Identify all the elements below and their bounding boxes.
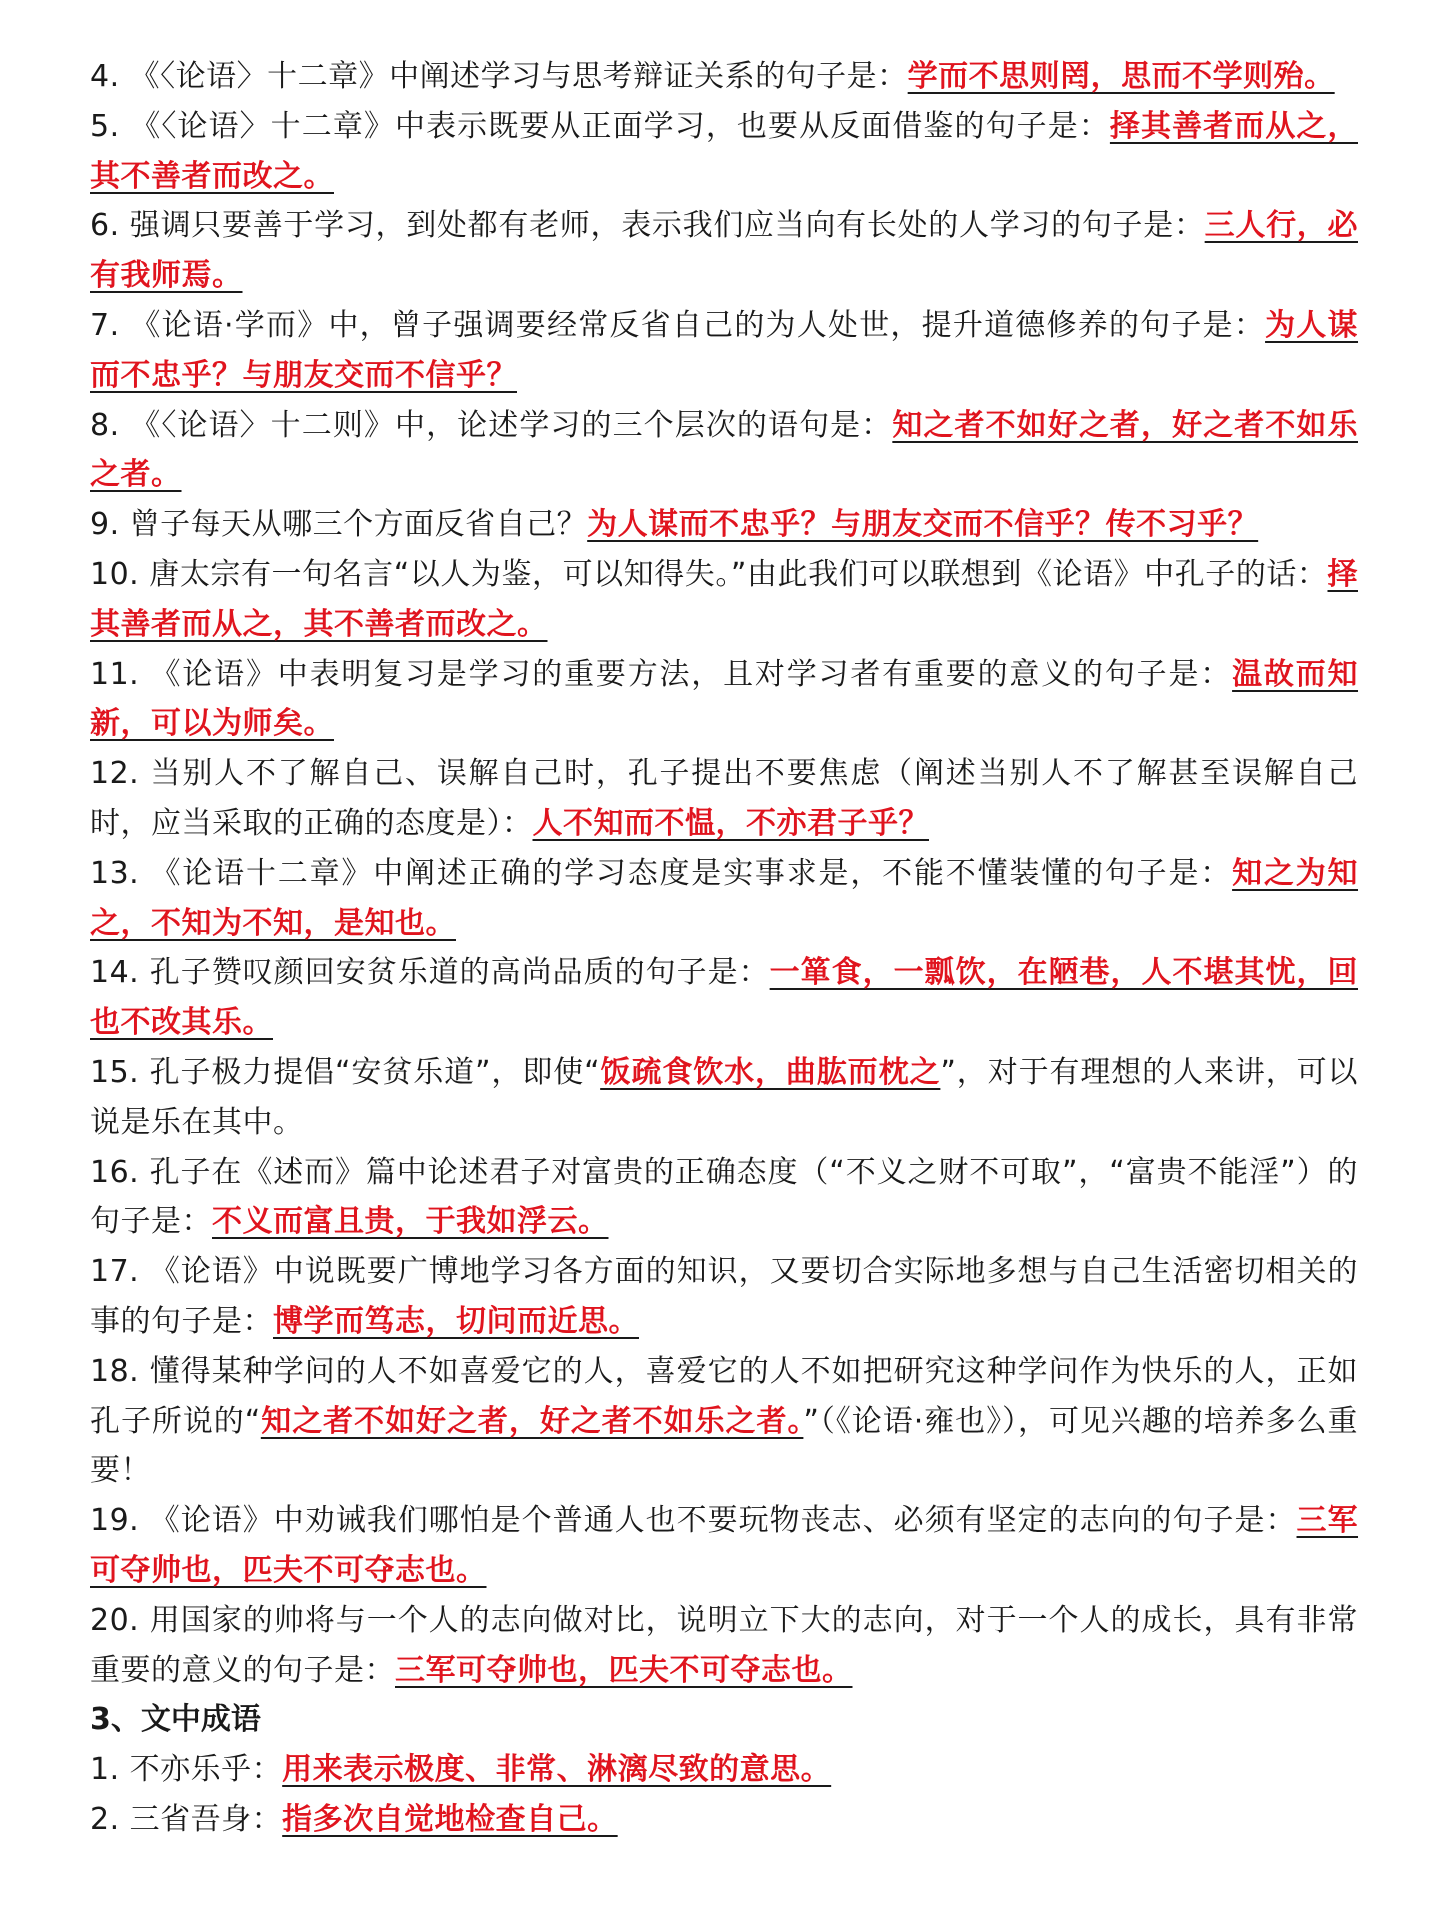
question-text: 4. 《〈论语〉十二章》中阐述学习与思考辩证关系的句子是： [90, 59, 908, 94]
question-item-14 [90, 948, 1358, 1048]
question-item-11 [90, 650, 1358, 750]
question-text: 17. 《论语》中说既要广博地学习各方面的知识，又要切合实际地多想与自己生活密切相关的事的句子是： [90, 1254, 1358, 1339]
question-text: 19. 《论语》中劝诫我们哪怕是个普通人也不要玩物丧志、必须有坚定的志向的句子是： [90, 1503, 1297, 1539]
question-text: 5. 《〈论语〉十二章》中表示既要从正面学习，也要从反面借鉴的句子是： [90, 108, 1110, 144]
question-item-10 [90, 550, 1358, 650]
idiom-term: 2. 三省吾身： [90, 1801, 283, 1837]
answer-text: 为人谋而不忠乎？与朋友交而不信乎？ [90, 307, 1359, 393]
question-item-7 [90, 301, 1358, 401]
question-item-4 [90, 52, 1358, 102]
document-page [90, 52, 1358, 1845]
question-text: 6. 强调只要善于学习，到处都有老师，表示我们应当向有长处的人学习的句子是： [90, 208, 1205, 244]
idiom-meaning: 指多次自觉地检查自己。 [282, 1801, 618, 1837]
question-item-12 [90, 749, 1358, 849]
answer-text: 人不知而不愠，不亦君子乎？ [532, 805, 929, 841]
question-item-6 [90, 201, 1358, 301]
question-item-16 [90, 1148, 1358, 1248]
question-text: 10. 唐太宗有一句名言“以人为鉴，可以知得失。”由此我们可以联想到《论语》中孔子的话： [90, 556, 1328, 592]
answer-text: 三军可夺帅也，匹夫不可夺志也。 [90, 1503, 1359, 1588]
question-text: 18. 懂得某种学问的人不如喜爱它的人，喜爱它的人不如把研究这种学问作为快乐的人，正如孔子所说的“ [90, 1353, 1358, 1439]
answer-text: 知之者不如好之者，好之者不如乐之者。 [90, 407, 1358, 493]
answer-text: 为人谋而不忠乎？与朋友交而不信乎？传不习乎？ [587, 507, 1259, 543]
question-item-18 [90, 1347, 1358, 1496]
question-text: 8. 《〈论语〉十二则》中，论述学习的三个层次的语句是： [90, 407, 893, 443]
question-item-17 [90, 1247, 1358, 1347]
answer-text: 择其善者而从之，其不善者而改之。 [90, 108, 1358, 194]
question-text: 16. 孔子在《述而》篇中论述君子对富贵的正确态度（“不义之财不可取”，“富贵不能淫”）的句子是： [90, 1154, 1358, 1240]
answer-text: 博学而笃志，切问而近思。 [273, 1303, 639, 1339]
answer-text: 一箪食，一瓢饮，在陋巷，人不堪其忧，回也不改其乐。 [90, 955, 1359, 1041]
answer-text: 知之为知之，不知为不知，是知也。 [90, 855, 1359, 941]
question-suffix: ”（《论语·雍也》），可见兴趣的培养多么重要！ [90, 1403, 1359, 1489]
question-item-20 [90, 1596, 1358, 1696]
question-text: 11. 《论语》中表明复习是学习的重要方法，且对学习者有重要的意义的句子是： [90, 656, 1233, 692]
question-item-15 [90, 1048, 1358, 1148]
idiom-meaning: 用来表示极度、非常、淋漓尽致的意思。 [282, 1752, 832, 1788]
question-suffix: ”，对于有理想的人来讲，可以说是乐在其中。 [90, 1054, 1359, 1140]
question-text: 9. 曾子每天从哪三个方面反省自己？ [90, 507, 588, 543]
answer-text: 学而不思则罔，思而不学则殆。 [907, 59, 1335, 94]
answer-text: 不义而富且贵，于我如浮云。 [212, 1204, 609, 1240]
answer-text: 择其善者而从之，其不善者而改之。 [90, 556, 1358, 642]
question-item-19 [90, 1496, 1358, 1596]
question-item-13 [90, 849, 1358, 949]
question-text: 20. 用国家的帅将与一个人的志向做对比，说明立下大的志向，对于一个人的成长，具有非常重要的意义的句子是： [90, 1602, 1358, 1688]
idiom-item-1 [90, 1745, 1358, 1795]
question-item-9 [90, 500, 1358, 550]
question-text: 14. 孔子赞叹颜回安贫乐道的高尚品质的句子是： [90, 955, 770, 991]
question-text: 15. 孔子极力提倡“安贫乐道”，即使“ [90, 1054, 601, 1090]
idiom-item-2 [90, 1795, 1358, 1845]
answer-text: 三军可夺帅也，匹夫不可夺志也。 [395, 1652, 853, 1688]
answer-text: 知之者不如好之者，好之者不如乐之者。 [260, 1403, 804, 1439]
question-text: 13. 《论语十二章》中阐述正确的学习态度是实事求是，不能不懂装懂的句子是： [90, 855, 1233, 891]
answer-text: 三人行，必有我师焉。 [90, 208, 1358, 294]
question-text: 7. 《论语·学而》中，曾子强调要经常反省自己的为人处世，提升道德修养的句子是： [90, 307, 1266, 343]
question-text: 12. 当别人不了解自己、误解自己时，孔子提出不要焦虑（阐述当别人不了解甚至误解自己时，应当采取的正确的态度是）： [90, 756, 1358, 841]
idiom-term: 1. 不亦乐乎： [90, 1752, 283, 1788]
section-heading: 3、文中成语 [90, 1702, 261, 1738]
question-item-8 [90, 401, 1358, 501]
answer-text: 温故而知新，可以为师矣。 [90, 656, 1359, 742]
question-item-5 [90, 102, 1358, 202]
answer-text: 饭疏食饮水，曲肱而枕之 [600, 1054, 941, 1090]
